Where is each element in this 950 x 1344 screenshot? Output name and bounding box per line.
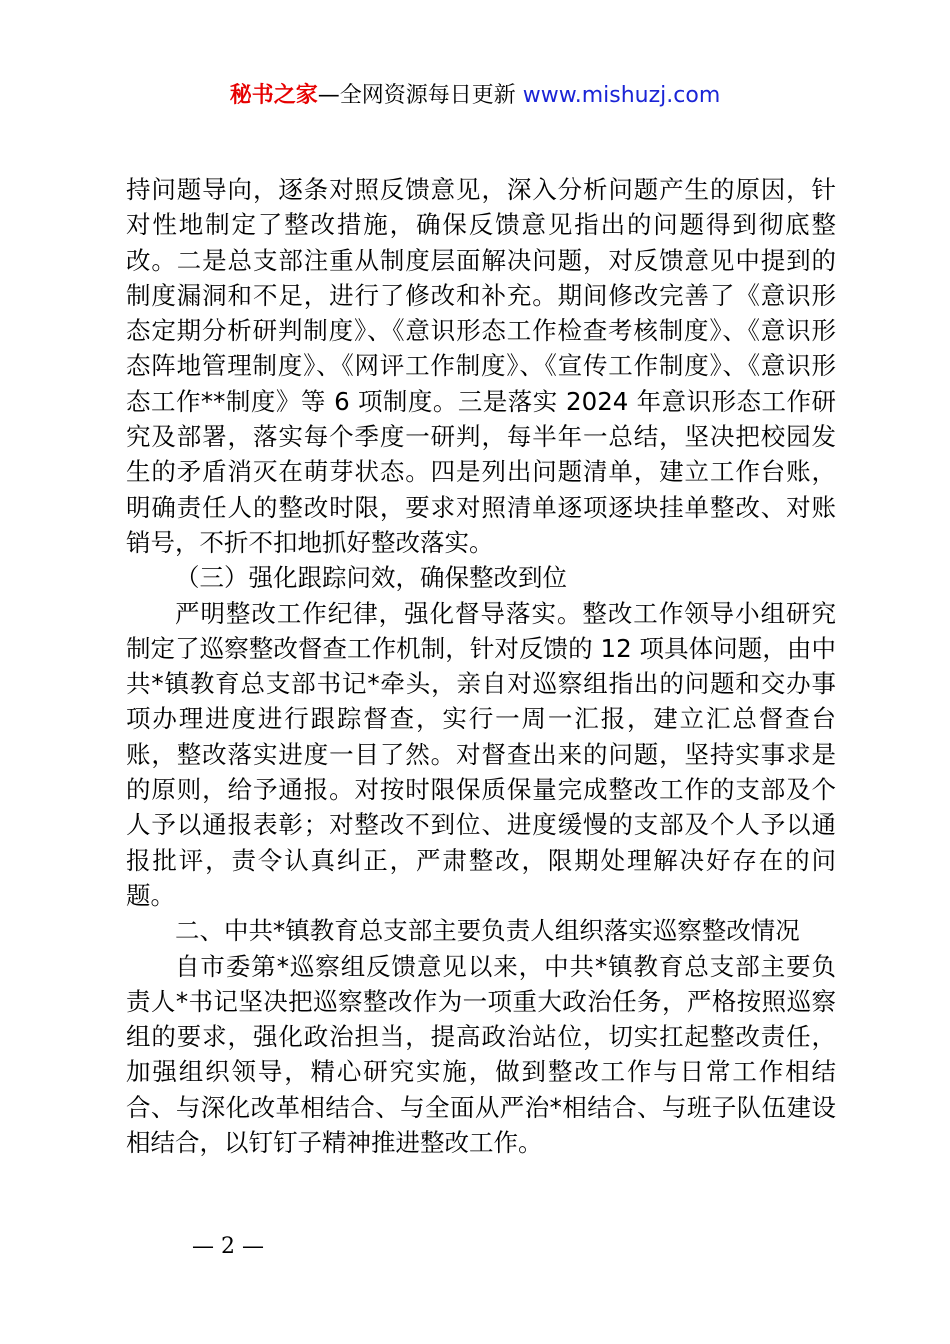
paragraph-supervision: 严明整改工作纪律，强化督导落实。整改工作领导小组研究制定了巡察整改督查工作机制，针对反馈的 12 项具体问题，由中共*镇教育总支部书记*牵头，亲自对巡察组指出的问题和交办事项办理进度进行跟踪督查，实行一周一汇报，建立汇总督查台账，整改落实进度一目了然。对督查出来的问题，坚持实事求是的原则，给予通报。对按时限保质保量完成整改工作的支部及个人予以通报表彰；对整改不到位、进度缓慢的支部及个人予以通报批评，责令认真纠正，严肃整改，限期处理解决好存在的问题。	[126, 598, 836, 910]
paragraph-leader-responsibility: 自市委第*巡察组反馈意见以来，中共*镇教育总支部主要负责人*书记坚决把巡察整改作为一项重大政治任务，严格按照巡察组的要求，强化政治担当，提高政治站位，切实扛起整改责任，加强组织领导，精心研究实施，做到整改工作与日常工作相结合、与深化改革相结合、与全面从严治*相结合、与班子队伍建设相结合，以钉钉子精神推进整改工作。	[126, 951, 836, 1158]
site-brand: 秘书之家	[229, 83, 318, 108]
section-heading-2: 二、中共*镇教育总支部主要负责人组织落实巡察整改情况	[175, 916, 800, 946]
document-body	[126, 172, 836, 1160]
page-number: — 2 —	[192, 1234, 264, 1259]
paragraph-continued: 持问题导向，逐条对照反馈意见，深入分析问题产生的原因，针对性地制定了整改措施，确保反馈意见指出的问题得到彻底整改。二是总支部注重从制度层面解决问题，对反馈意见中提到的制度漏洞和不足，进行了修改和补充。期间修改完善了《意识形态定期分析研判制度》、《意识形态工作检查考核制度》、《意识形态阵地管理制度》、《网评工作制度》、《宣传工作制度》、《意识形态工作**制度》等 6 项制度。三是落实 2024 年意识形态工作研究及部署，落实每个季度一研判，每半年一总结，坚决把校园发生的矛盾消灭在萌芽状态。四是列出问题清单，建立工作台账，明确责任人的整改时限，要求对照清单逐项逐块挂单整改、对账销号，不折不扣地抓好整改落实。	[126, 175, 836, 557]
site-slogan: —全网资源每日更新	[317, 83, 523, 108]
section-heading-3: （三）强化跟踪问效，确保整改到位	[175, 563, 567, 593]
site-url-link[interactable]: www.mishuzj.com	[522, 83, 721, 108]
site-banner	[0, 80, 950, 112]
